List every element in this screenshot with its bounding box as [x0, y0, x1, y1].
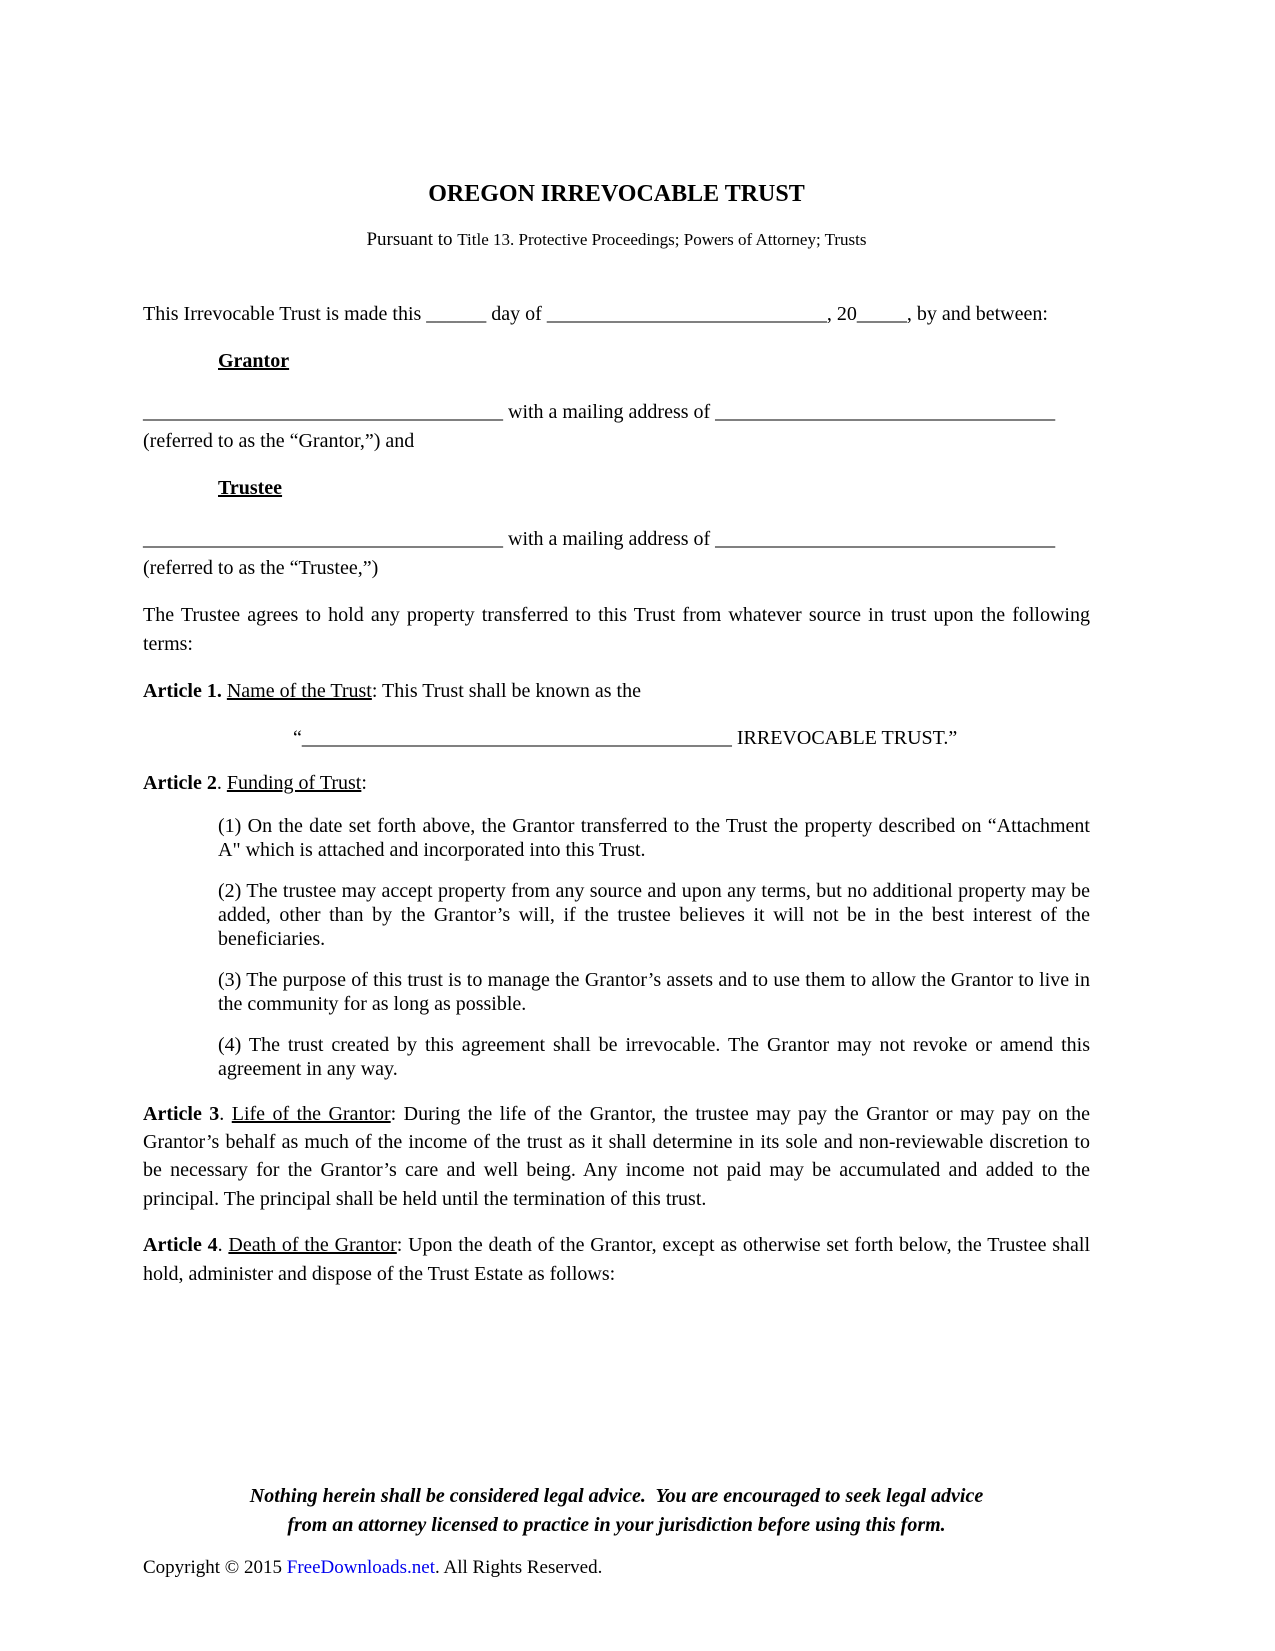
article-3-label: Article 3 [143, 1102, 220, 1125]
grantor-name-address-blank-line: ____________________________________ with a mailing address of __________________________________ [143, 401, 1056, 424]
agreement-paragraph: The Trustee agrees to hold any property transferred to this Trust from whatever source in trust upon the following terms: [143, 604, 1090, 656]
article-3-separator: . [219, 1102, 232, 1125]
trustee-fill-paragraph [143, 525, 1090, 583]
subtitle-statute: Title 13. Protective Proceedings; Powers of Attorney; Trusts [457, 229, 867, 249]
copyright-suffix: . All Rights Reserved. [435, 1557, 603, 1578]
article-3-text: : During the life of the Grantor, the trustee may pay the Grantor or may pay on the Grantor’s behalf as much of the income of the trust as it shall determine in its sole and non-reviewable discretion to be necessary for the Grantor’s care and well being. Any income not paid may be accumulated and added to the principal. The principal shall be held until the termination of this trust. [143, 1102, 1091, 1210]
article-1-title: Name of the Trust [226, 680, 372, 703]
article-2-clause-3: (3) The purpose of this trust is to manage the Grantor’s assets and to use them to allow the Grantor to live in the community for as long as possible. [218, 969, 1090, 1015]
trustee-reference-line: (referred to as the “Trustee,”) [143, 557, 379, 580]
article-4-label: Article 4 [143, 1234, 218, 1257]
article-2-title: Funding of Trust [226, 771, 362, 794]
trustee-heading: Trustee [218, 477, 283, 500]
document-subtitle [143, 227, 1090, 253]
freedownloads-link[interactable]: FreeDownloads.net [286, 1557, 436, 1578]
article-4 [143, 1231, 1090, 1288]
article-1-label: Article 1. [143, 680, 222, 703]
article-4-title: Death of the Grantor [228, 1234, 397, 1257]
article-2-separator: . [216, 771, 227, 794]
article-2-label: Article 2 [143, 771, 217, 794]
article-2-text: : [361, 771, 367, 794]
subtitle-prefix: Pursuant to [366, 228, 458, 250]
trust-name-blank-line: “___________________________________________ IRREVOCABLE TRUST.” [293, 726, 958, 749]
document-title: OREGON IRREVOCABLE TRUST [428, 181, 805, 207]
article-3-title: Life of the Grantor [231, 1102, 391, 1125]
intro-paragraph: This Irrevocable Trust is made this ______ day of ____________________________, 20_____, by and between: [143, 303, 1048, 326]
copyright-prefix: Copyright © 2015 [143, 1557, 287, 1578]
grantor-heading: Grantor [218, 350, 290, 373]
grantor-reference-line: (referred to as the “Grantor,”) and [143, 430, 415, 453]
article-1-text: : This Trust shall be known as the [371, 680, 641, 703]
page-footer [143, 1482, 1090, 1582]
grantor-fill-paragraph [143, 398, 1090, 456]
article-3 [143, 1100, 1090, 1214]
article-4-text: : Upon the death of the Grantor, except as otherwise set forth below, the Trustee shall hold, administer and dispose of the Trust Estate as follows: [143, 1234, 1091, 1285]
copyright-line [143, 1554, 1090, 1582]
legal-disclaimer-line-2: from an attorney licensed to practice in your jurisdiction before using this form. [287, 1514, 946, 1536]
article-4-separator: . [217, 1234, 229, 1257]
trustee-name-address-blank-line: ____________________________________ with a mailing address of __________________________________ [143, 528, 1056, 551]
article-2-clause-2: (2) The trustee may accept property from any source and upon any terms, but no additional property may be added, other than by the Grantor’s will, if the trustee believes it will not be in the best interest of the beneficiaries. [218, 880, 1090, 950]
article-1 [143, 677, 1090, 705]
article-2 [143, 769, 1090, 797]
article-2-clause-4: (4) The trust created by this agreement shall be irrevocable. The Grantor may not revoke or amend this agreement in any way. [218, 1034, 1090, 1080]
article-2-clause-1: (1) On the date set forth above, the Grantor transferred to the Trust the property described on “Attachment A" which is attached and incorporated into this Trust. [218, 815, 1090, 861]
legal-disclaimer-line-1: Nothing herein shall be considered legal advice. You are encouraged to seek legal advice [249, 1485, 984, 1507]
